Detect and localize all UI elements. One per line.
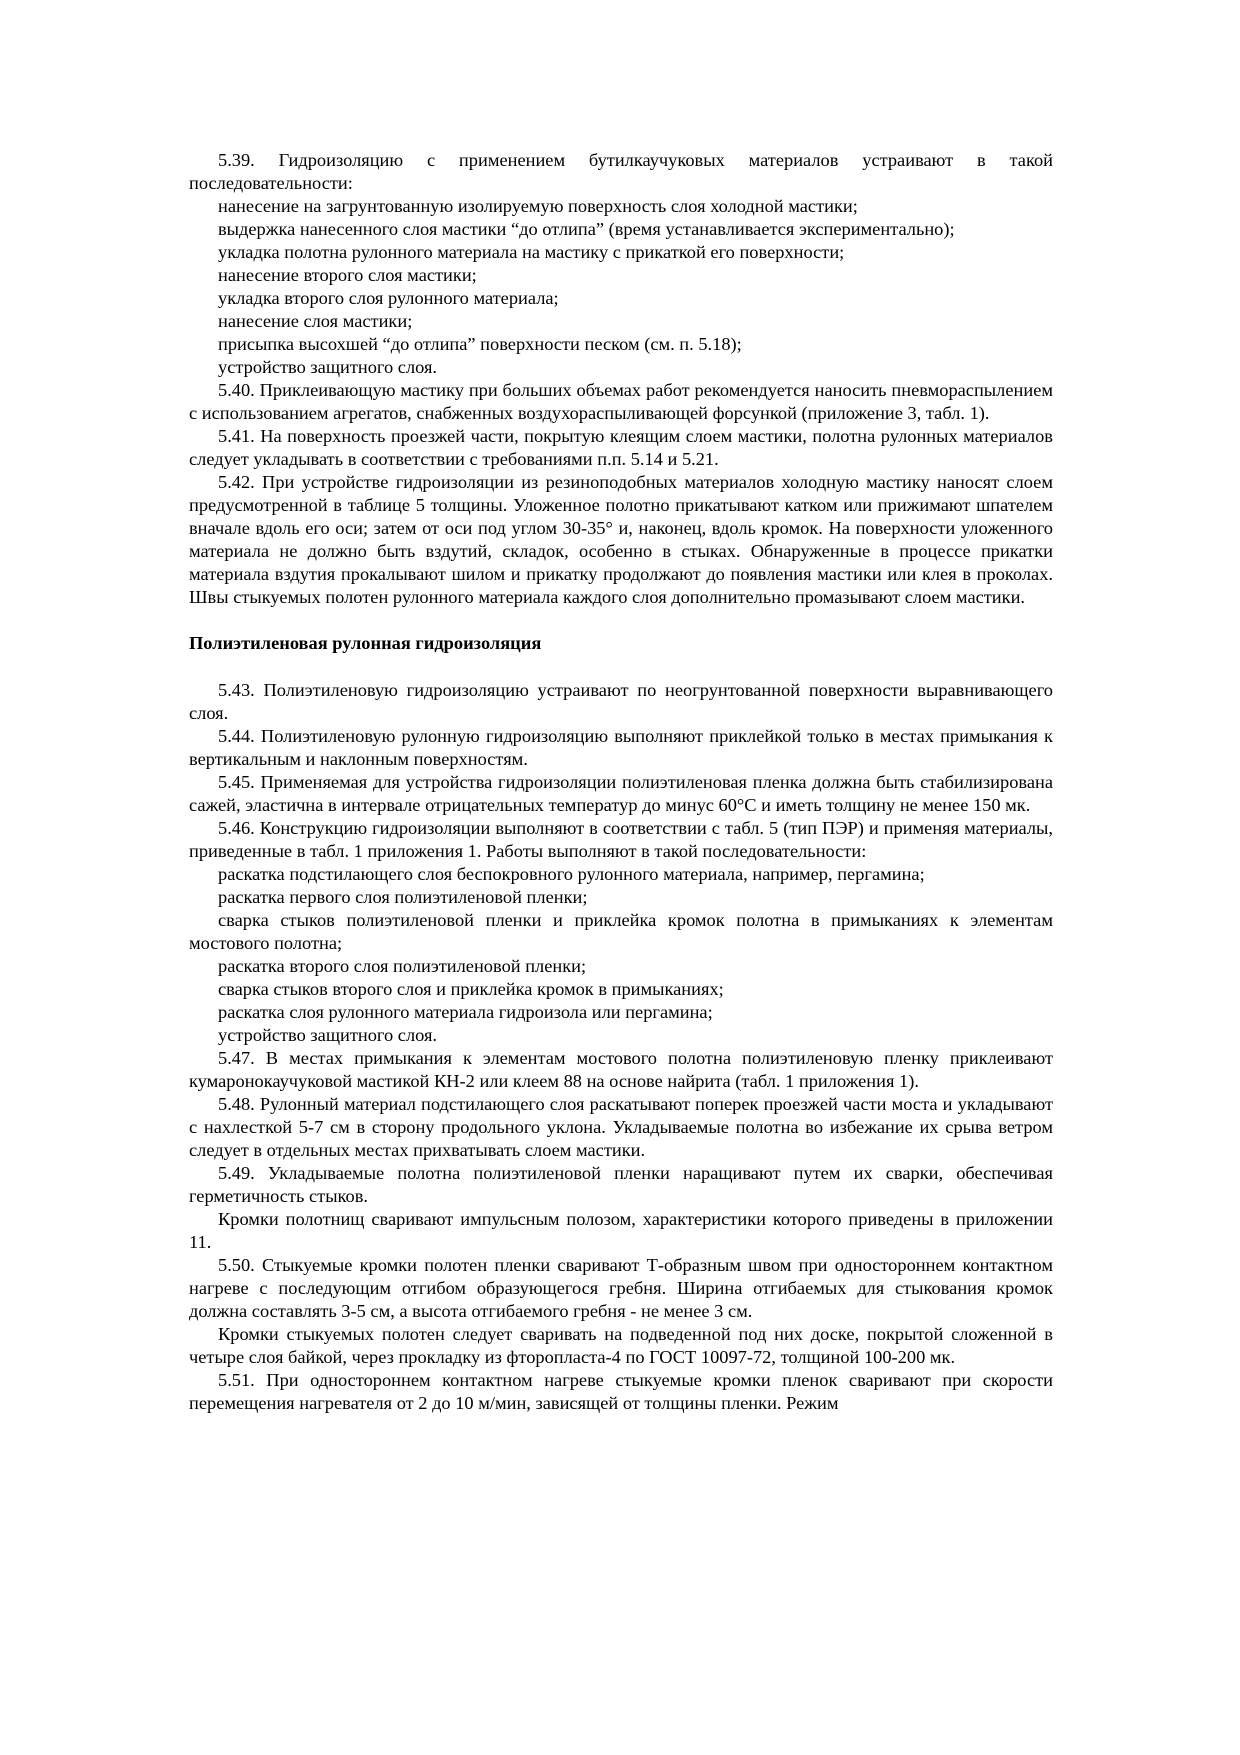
list-item: сварка стыков второго слоя и приклейка кромок в примыканиях; (218, 979, 724, 999)
list-item: выдержка нанесенного слоя мастики “до отлипа” (время устанавливается экспериментально); (218, 219, 955, 239)
paragraph-5-49-cont: Кромки полотнищ сваривают импульсным полозом, характеристики которого приведены в приложении 11. (189, 1209, 1053, 1252)
list-item: укладка полотна рулонного материала на мастику с прикаткой его поверхности; (218, 242, 845, 262)
list-item: нанесение на загрунтованную изолируемую поверхность слоя холодной мастики; (218, 196, 858, 216)
paragraph-5-43: 5.43. Полиэтиленовую гидроизоляцию устраивают по неогрунтованной поверхности выравнивающего слоя. (189, 680, 1053, 723)
list-item: устройство защитного слоя. (218, 1025, 438, 1045)
list-item: устройство защитного слоя. (218, 357, 438, 377)
list-item: нанесение слоя мастики; (218, 311, 413, 331)
list-item: сварка стыков полиэтиленовой пленки и приклейка кромок полотна в примыканиях к элементам мостового полотна; (189, 910, 1053, 953)
paragraph-5-51: 5.51. При одностороннем контактном нагреве стыкуемые кромки пленок сваривают при скорости перемещения нагревателя от 2 до 10 м/мин, зависящей от толщины пленки. Режим (189, 1370, 1053, 1413)
list-item: раскатка подстилающего слоя беспокровного рулонного материала, например, пергамина; (218, 864, 925, 884)
paragraph-5-50-cont: Кромки стыкуемых полотен следует сваривать на подведенной под них доске, покрытой сложенной в четыре слоя байкой, через прокладку из фторопласта-4 по ГОСТ 10097-72, толщиной 100-200 мк. (189, 1324, 1053, 1367)
paragraph-5-47: 5.47. В местах примыкания к элементам мостового полотна полиэтиленовую пленку приклеивают кумаронокаучуковой мастикой КН-2 или клеем 88 на основе найрита (табл. 1 приложения 1). (189, 1048, 1053, 1091)
paragraph-5-48: 5.48. Рулонный материал подстилающего слоя раскатывают поперек проезжей части моста и укладывают с нахлесткой 5-7 см в сторону продольного уклона. Укладываемые полотна во избежание их срыва ветром следует в отдельных местах прихватывать слоем мастики. (189, 1094, 1053, 1160)
list-item: раскатка второго слоя полиэтиленовой пленки; (218, 956, 587, 976)
list-item: нанесение второго слоя мастики; (218, 265, 477, 285)
paragraph-5-45: 5.45. Применяемая для устройства гидроизоляции полиэтиленовая пленка должна быть стабилизирована сажей, эластична в интервале отрицательных температур до минус 60°С и иметь толщину не менее 150 мк. (189, 772, 1053, 815)
paragraph-5-39: 5.39. Гидроизоляцию с применением бутилкаучуковых материалов устраивают в такой последовательности: (189, 150, 1053, 193)
list-item: укладка второго слоя рулонного материала; (218, 288, 559, 308)
paragraph-5-41: 5.41. На поверхность проезжей части, покрытую клеящим слоем мастики, полотна рулонных материалов следует укладывать в соответствии с требованиями п.п. 5.14 и 5.21. (189, 426, 1053, 469)
list-item: раскатка слоя рулонного материала гидроизола или пергамина; (218, 1002, 713, 1022)
section-heading: Полиэтиленовая рулонная гидроизоляция (189, 633, 542, 653)
paragraph-5-50: 5.50. Стыкуемые кромки полотен пленки сваривают Т-образным швом при одностороннем контактном нагреве с последующим отгибом образующегося гребня. Ширина отгибаемых для стыкования кромок должна составлять 3-5 см, а высота отгибаемого гребня - не менее 3 см. (189, 1255, 1053, 1321)
paragraph-5-42: 5.42. При устройстве гидроизоляции из резиноподобных материалов холодную мастику наносят слоем предусмотренной в таблице 5 толщины. Уложенное полотно прикатывают катком или прижимают шпателем вначале вдоль его оси; затем от оси под углом 30-35° и, наконец, вдоль кромок. На поверхности уложенного материала не должно быть вздутий, складок, особенно в стыках. Обнаруженные в процессе прикатки материала вздутия прокалывают шилом и прикатку продолжают до появления мастики или клея в проколах. Швы стыкуемых полотен рулонного материала каждого слоя дополнительно промазывают слоем мастики. (189, 472, 1053, 607)
list-item: раскатка первого слоя полиэтиленовой пленки; (218, 887, 588, 907)
paragraph-5-46: 5.46. Конструкцию гидроизоляции выполняют в соответствии с табл. 5 (тип ПЭР) и применяя материалы, приведенные в табл. 1 приложения 1. Работы выполняют в такой последовательности: (189, 818, 1053, 861)
paragraph-5-49: 5.49. Укладываемые полотна полиэтиленовой пленки наращивают путем их сварки, обеспечивая герметичность стыков. (189, 1163, 1053, 1206)
list-item: присыпка высохшей “до отлипа” поверхности песком (см. п. 5.18); (218, 334, 742, 354)
paragraph-5-40: 5.40. Приклеивающую мастику при больших объемах работ рекомендуется наносить пневмораспылением с использованием агрегатов, снабженных воздухораспыливающей форсункой (приложение 3, табл. 1). (189, 380, 1053, 423)
paragraph-5-44: 5.44. Полиэтиленовую рулонную гидроизоляцию выполняют приклейкой только в местах примыкания к вертикальным и наклонным поверхностям. (189, 726, 1053, 769)
document-page (189, 149, 1053, 1415)
